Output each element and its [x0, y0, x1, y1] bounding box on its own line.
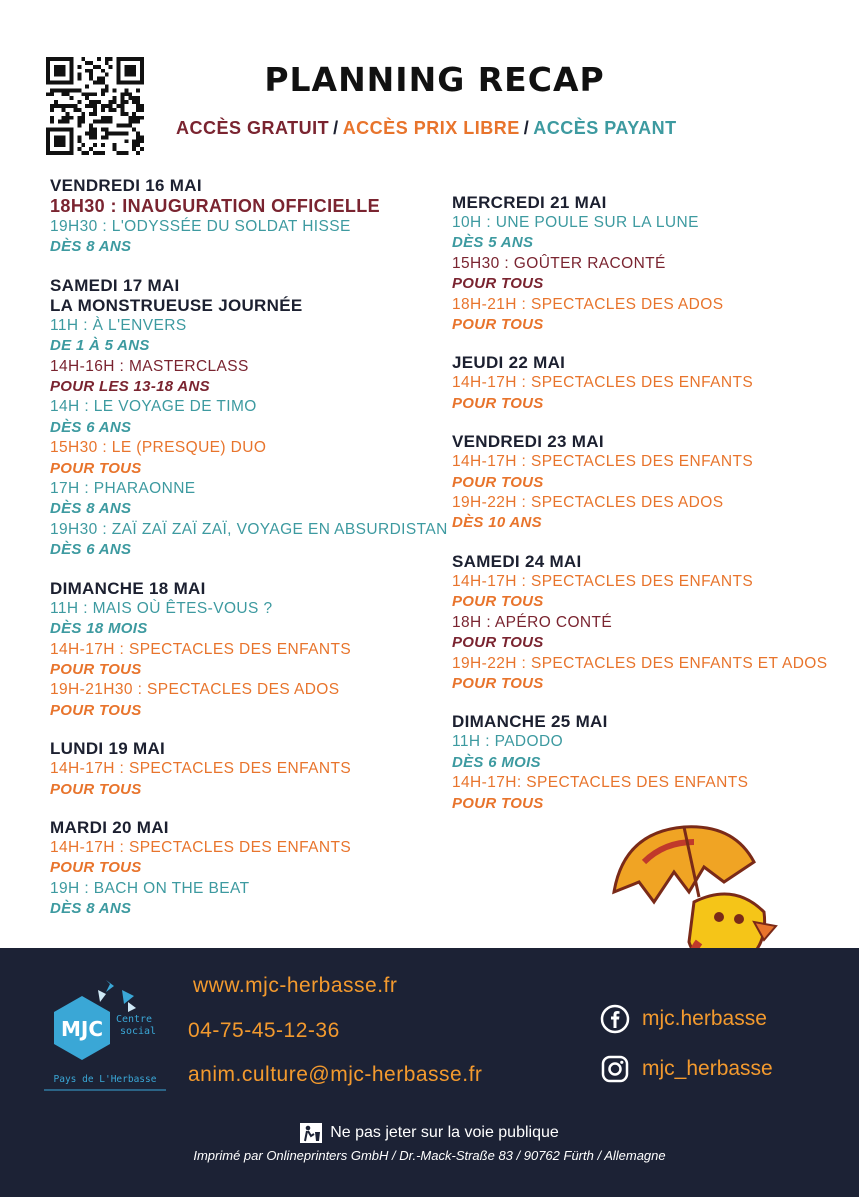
day-heading: SAMEDI 24 MAI — [452, 551, 582, 571]
day-block — [452, 552, 852, 694]
access-legend — [176, 118, 677, 139]
phone-link[interactable]: 04-75-45-12-36 — [188, 1019, 340, 1042]
event-title: 19H-22H : SPECTACLES DES ENFANTS ET ADOS — [452, 654, 828, 672]
event-age: POUR TOUS — [452, 593, 544, 611]
event-title: 14H-17H : SPECTACLES DES ENFANTS — [452, 374, 754, 392]
event-title: 17H : PHARAONNE — [50, 480, 196, 498]
event-title: 11H : À L'ENVERS — [50, 316, 187, 334]
event-age: POUR TOUS — [50, 701, 142, 719]
event-age: POUR TOUS — [452, 674, 544, 692]
facebook-icon — [600, 1004, 630, 1034]
day-heading: LUNDI 19 MAI — [50, 739, 166, 759]
day-block — [452, 432, 852, 534]
legend-separator: / — [523, 118, 530, 138]
event-age: POUR TOUS — [50, 660, 142, 678]
event-age: DÈS 18 MOIS — [50, 620, 148, 638]
logo-name: Pays de L'Herbasse — [53, 1074, 157, 1085]
event-age: POUR TOUS — [452, 794, 544, 812]
event-title: 11H : MAIS OÙ ÊTES-VOUS ? — [50, 599, 273, 617]
event-age: POUR TOUS — [50, 859, 142, 877]
notice — [0, 1123, 859, 1143]
event-age: DÈS 5 ANS — [452, 234, 534, 252]
event-title: 14H-17H: SPECTACLES DES ENFANTS — [452, 774, 749, 792]
event-title: 15H30 : LE (PRESQUE) DUO — [50, 439, 267, 457]
event-age: POUR TOUS — [452, 473, 544, 491]
event-age: DE 1 À 5 ANS — [50, 337, 150, 355]
schedule-right-column — [452, 193, 852, 832]
logo-mark-text: MJC — [60, 1017, 104, 1041]
notice-text: Ne pas jeter sur la voie publique — [330, 1124, 559, 1141]
email-link[interactable]: anim.culture@mjc-herbasse.fr — [188, 1063, 483, 1086]
day-block — [50, 739, 440, 800]
day-block — [50, 275, 448, 561]
event-age: POUR TOUS — [50, 459, 142, 477]
printer-info: Imprimé par Onlineprinters GmbH / Dr.-Mack-Straße 83 / 90762 Fürth / Allemagne — [193, 1148, 666, 1163]
facebook-link[interactable] — [600, 1004, 767, 1034]
facebook-handle: mjc.herbasse — [642, 1007, 767, 1030]
event-title: 19H30 : ZAÏ ZAÏ ZAÏ ZAÏ, VOYAGE EN ABSURDISTAN — [50, 520, 448, 538]
day-subtitle: LA MONSTRUEUSE JOURNÉE — [50, 295, 303, 315]
event-age: DÈS 6 ANS — [50, 418, 132, 436]
event-title: 18H30 : INAUGURATION OFFICIELLE — [50, 196, 381, 216]
page-title: PLANNING RECAP — [264, 60, 605, 99]
day-block — [50, 818, 440, 920]
day-heading: VENDREDI 16 MAI — [50, 176, 202, 195]
event-age: POUR TOUS — [452, 316, 544, 334]
event-title: 14H-17H : SPECTACLES DES ENFANTS — [50, 640, 352, 658]
event-title: 19H : BACH ON THE BEAT — [50, 879, 250, 897]
day-block — [452, 712, 852, 814]
legend-gratuit: ACCÈS GRATUIT — [176, 118, 330, 138]
litter-bin-icon — [300, 1123, 322, 1143]
event-age: POUR TOUS — [452, 394, 544, 412]
day-heading: MARDI 20 MAI — [50, 817, 169, 837]
event-title: 14H : LE VOYAGE DE TIMO — [50, 398, 257, 416]
day-heading: VENDREDI 23 MAI — [452, 432, 604, 452]
legend-separator: / — [333, 118, 339, 138]
event-title: 10H : UNE POULE SUR LA LUNE — [452, 214, 699, 231]
event-age: POUR TOUS — [452, 634, 544, 652]
event-age: DÈS 8 ANS — [50, 238, 132, 256]
day-heading: JEUDI 22 MAI — [452, 353, 566, 373]
schedule-left-column — [50, 176, 448, 938]
event-age: DÈS 6 MOIS — [452, 753, 541, 771]
event-age: DÈS 6 ANS — [50, 541, 132, 559]
event-title: 14H-17H : SPECTACLES DES ENFANTS — [452, 453, 754, 471]
day-heading: MERCREDI 21 MAI — [452, 193, 607, 212]
logo-line1: Centre — [115, 1014, 153, 1025]
event-title: 19H30 : L'ODYSSÉE DU SOLDAT HISSE — [50, 218, 351, 235]
event-title: 14H-17H : SPECTACLES DES ENFANTS — [452, 572, 754, 590]
event-age: POUR LES 13-18 ANS — [50, 378, 210, 396]
event-title: 18H-21H : SPECTACLES DES ADOS — [452, 295, 724, 313]
event-title: 14H-17H : SPECTACLES DES ENFANTS — [50, 760, 352, 778]
mjc-logo[interactable] — [44, 972, 166, 1092]
event-title: 15H30 : GOÛTER RACONTÉ — [452, 254, 666, 272]
event-age: DÈS 8 ANS — [50, 500, 132, 518]
website-link[interactable]: www.mjc-herbasse.fr — [193, 974, 398, 997]
day-block — [50, 579, 440, 721]
day-block — [452, 193, 852, 335]
legend-payant: ACCÈS PAYANT — [533, 118, 677, 138]
event-age: POUR TOUS — [452, 275, 544, 293]
day-heading: DIMANCHE 18 MAI — [50, 578, 206, 598]
logo-line2: social — [119, 1026, 157, 1037]
day-block — [452, 353, 852, 414]
legend-libre: ACCÈS PRIX LIBRE — [342, 118, 520, 138]
event-title: 11H : PADODO — [452, 733, 564, 751]
instagram-link[interactable] — [600, 1054, 773, 1084]
day-block — [50, 176, 440, 258]
day-heading: SAMEDI 17 MAI — [50, 275, 180, 295]
event-title: 18H : APÉRO CONTÉ — [452, 613, 613, 631]
day-heading: DIMANCHE 25 MAI — [452, 712, 608, 732]
instagram-handle: mjc_herbasse — [642, 1057, 773, 1080]
event-age: DÈS 8 ANS — [50, 900, 132, 918]
event-title: 19H-21H30 : SPECTACLES DES ADOS — [50, 681, 340, 699]
event-title: 14H-16H : MASTERCLASS — [50, 357, 249, 375]
instagram-icon — [600, 1054, 630, 1084]
event-age: POUR TOUS — [50, 780, 142, 798]
event-title: 19H-22H : SPECTACLES DES ADOS — [452, 494, 724, 512]
event-title: 14H-17H : SPECTACLES DES ENFANTS — [50, 838, 352, 856]
event-age: DÈS 10 ANS — [452, 514, 542, 532]
